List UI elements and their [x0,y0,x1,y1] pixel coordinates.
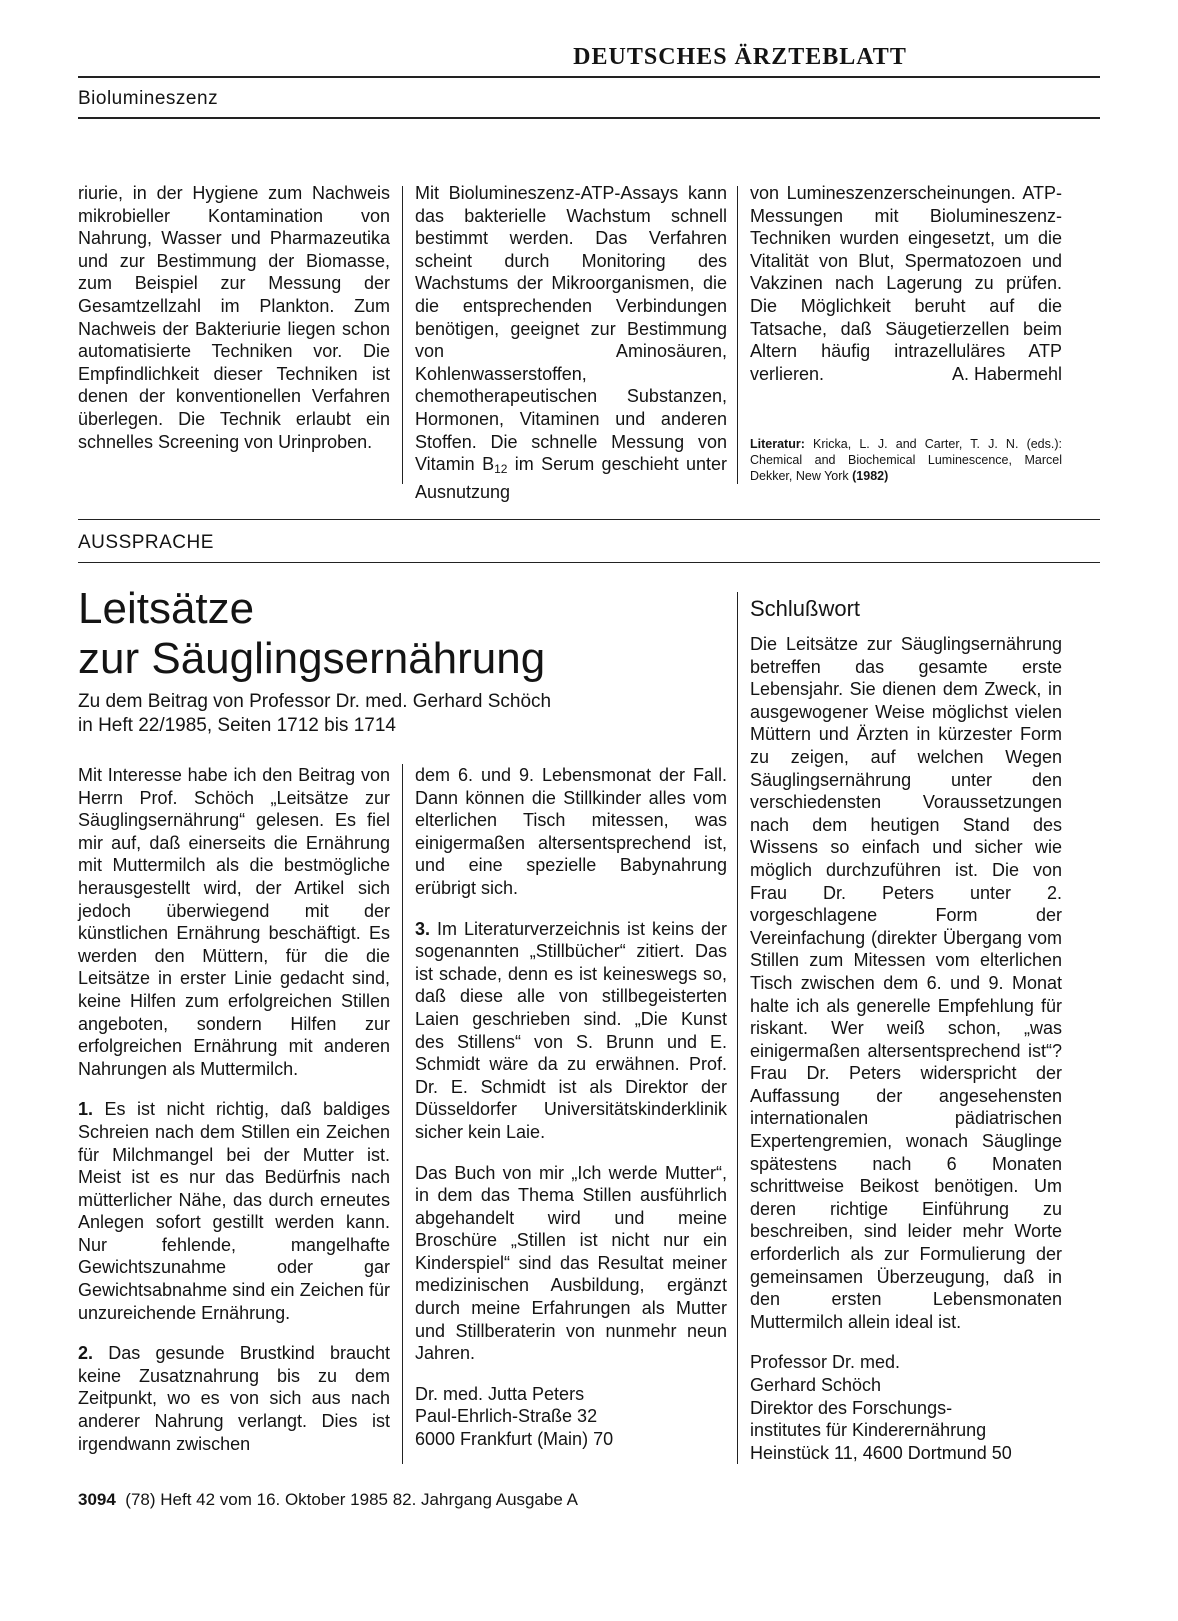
letter-paragraph-2 [78,1098,390,1324]
signature-city: 6000 Frankfurt (Main) 70 [415,1429,614,1450]
point-number-3: 3. [415,918,431,939]
literature-reference [750,436,1062,484]
top-column-3 [750,182,1062,385]
literature-label: Literatur: [750,437,805,451]
literature-year: (1982) [852,469,889,483]
column-divider [402,764,403,1464]
letter-column-1 [78,764,390,1473]
signature-line-3: Direktor des Forschungs- [750,1397,953,1418]
point-text-1: Es ist nicht richtig, daß baldiges Schreien nach dem Stillen ein Zeichen für Milchmangel bei der Mutter ist. Meist ist es nur das Bedürfnis nach mütterlicher Nähe, das durch erneutes Anlegen sofort gestillt werden kann. Nur fehlende, mangelhafte Gewichtszunahme oder gar Gewichtsabnahme sind ein Zeichen für unzureichende Ernährung. [78,1099,390,1323]
signature-line-5: Heinstück 11, 4600 Dortmund 50 [750,1442,1012,1463]
section-label-top: Biolumineszenz [78,88,219,109]
section-rule-mid [78,519,1100,520]
top-column-2 [415,182,727,503]
title-line-1: Leitsätze [78,584,255,633]
article-subtitle [78,690,551,738]
point-text-3: Im Literaturverzeichnis ist keins der sogenannten „Stillbücher“ zitiert. Das ist schade, denn es ist keineswegs so, daß diese alle von stillbegeisterten Laien geschrieben sind. „Die Kunst des Stillens“ von S. Brunn und E. Schmidt wäre da zu erwähnen. Prof. Dr. E. Schmidt ist als Direktor der Düsseldorfer Universitätskinderklinik sicher kein Laie. [415,918,727,1142]
letter-paragraph-4: dem 6. und 9. Lebensmonat der Fall. Dann können die Stillkinder alles vom elterlichen Tisch mitessen, was einigermaßen altersentsprechend ist, und eine spezielle Babynahrung erübrigt sich. [415,765,727,898]
article-title [78,584,545,684]
top-col2-end: im Serum geschieht unter Ausnutzung [415,454,728,502]
vitamin-subscript: 12 [494,462,508,477]
signature-line-1: Professor Dr. med. [750,1352,901,1373]
column-divider [737,592,738,1464]
schlusswort-text: Die Leitsätze zur Säuglingsernährung betreffen das gesamte erste Lebensjahr. Sie dienen dem Zweck, in ausgewogener Weise möglichst vielen Müttern und Ärzten in kürzester Form zu zeigen, auf welchen Wegen Säuglingsernährung unter den verschiedensten Voraussetzungen nach dem heutigen Stand des Wissens so einfach und sicher wie möglich durchzuführen ist. Die von Frau Dr. Peters unter 2. vorgeschlagene Form der Vereinfachung (direkter Übergang vom Stillen zum Mitessen vom elterlichen Tisch zwischen dem 6. und 9. Monat halte ich als generelle Empfehlung für riskant. Wer weiß schon, „was einigermaßen altersentsprechend ist“? Frau Dr. Peters widerspricht der Auffassung der angesehensten internationalen pädiatrischen Expertengremien, wonach Säuglinge spätestens nach 6 Monaten schrittweise Beikost benötigen. Um deren richtige Einführung zu beschreiben, sind leider mehr Worte erforderlich als zur Formulierung der gemeinsamen Überzeugung, daß in den ersten Lebensmonaten Muttermilch allein ideal ist. [750,634,1062,1332]
point-number-2: 2. [78,1343,94,1364]
letter-column-2 [415,764,727,1451]
author-name: A. Habermehl [951,363,1062,384]
section-rule-top [78,117,1100,119]
title-line-2: zur Säuglingsernährung [78,634,546,683]
top-col1-text: riurie, in der Hygiene zum Nachweis mikrobieller Kontamination von Nahrung, Wasser und Pharmazeutika und zur Bestimmung der Biomasse, zum Beispiel zur Messung der Gesamtzellzahl im Plankton. Zum Nachweis der Bakteriurie liegen schon automatisierte Techniken vor. Die Empfindlichkeit dieser Techniken ist denen der konventionellen Verfahren überlegen. Die Technik erlaubt ein schnelles Screening von Urinproben. [78,183,390,452]
point-number-1: 1. [78,1099,94,1120]
section-label-mid: AUSSPRACHE [78,532,214,553]
signature-name: Dr. med. Jutta Peters [415,1383,585,1404]
column-divider [737,186,738,484]
page-footer [78,1490,578,1510]
letter-paragraph-6: Das Buch von mir „Ich werde Mutter“, in dem das Thema Stillen ausführlich abgehandelt wird und meine Broschüre „Stillen ist nicht nur ein Kinderspiel“ sind das Resultat meiner medizinischen Ausbildung, ergänzt durch meine Erfahrungen als Mutter und Stillberaterin von nunmehr neun Jahren. [415,1162,727,1364]
column-divider [402,186,403,484]
page-number: 3094 [78,1490,116,1509]
section-rule-mid-bottom [78,562,1100,563]
point-text-2: Das gesunde Brustkind braucht keine Zusatznahrung bis zu dem Zeitpunkt, wo es von sich aus nach anderer Nahrung verlangt. Dies ist irgendwann zwischen [78,1343,390,1454]
letter-signature [415,1383,727,1451]
signature-line-4: institutes für Kinderernährung [750,1420,987,1441]
header-rule [78,76,1100,78]
schlusswort-signature [750,1351,1062,1464]
top-column-1 [78,182,390,453]
letter-paragraph-5 [415,918,727,1144]
top-col2-text: Mit Biolumineszenz-ATP-Assays kann das bakterielle Wachstum schnell bestimmt werden. Das Verfahren scheint durch Monitoring des Wachstums der Mikroorganismen, die die entsprechenden Verbindungen benötigen, geeignet zur Bestimmung von Aminosäuren, Kohlenwasserstoffen, chemotherapeutischen Substanzen, Hormonen, Vitaminen und anderen Stoffen. Die schnelle Messung von Vitamin B [415,183,727,475]
signature-line-2: Gerhard Schöch [750,1375,882,1395]
subtitle-line-1: Zu dem Beitrag von Professor Dr. med. Gerhard Schöch [78,691,552,712]
letter-paragraph-1: Mit Interesse habe ich den Beitrag von Herrn Prof. Schöch „Leitsätze zur Säuglingsernährung“ gelesen. Es fiel mir auf, daß einerseits die Ernährung mit Muttermilch als die bestmögliche herausgestellt wird, der Artikel sich jedoch überwiegend mit der künstlichen Ernährung beschäftigt. Es werden den Müttern, für die die Leitsätze in erster Linie gedacht sind, keine Hilfen zum erfolgreichen Stillen angeboten, sondern Hilfen zur erfolgreichen Ernährung mit anderen Nahrungen als Muttermilch. [78,765,390,1079]
issue-info: (78) Heft 42 vom 16. Oktober 1985 82. Jahrgang Ausgabe A [125,1490,578,1509]
top-col3-text: von Lumineszenzerscheinungen. ATP-Messungen mit Biolumineszenz-Techniken wurden eingesetzt, um die Vitalität von Blut, Spermatozoen und Vakzinen nach Lagerung zu prüfen. Die Möglichkeit beruht auf die Tatsache, daß Säugetierzellen beim Altern häufig intrazelluläres ATP verlieren. [750,183,1062,384]
letter-paragraph-3 [78,1342,390,1455]
masthead: DEUTSCHES ÄRZTEBLATT [573,44,907,70]
subtitle-line-2: in Heft 22/1985, Seiten 1712 bis 1714 [78,715,396,736]
schlusswort-column [750,633,1062,1464]
signature-street: Paul-Ehrlich-Straße 32 [415,1406,598,1427]
literature-text: Kricka, L. J. and Carter, T. J. N. (eds.): Chemical and Biochemical Luminescence, Marcel Dekker, New York [750,437,1062,483]
schlusswort-title: Schlußwort [750,596,861,621]
